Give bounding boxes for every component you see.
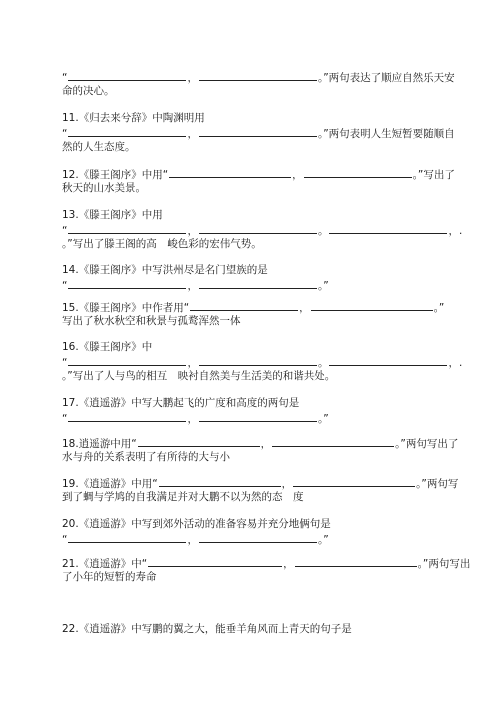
answer-blank[interactable] [169,167,291,178]
answer-blank[interactable] [68,70,186,81]
q11-question: 11.《归去来兮辞》中陶渊明用 [62,112,205,124]
answer-blank[interactable] [199,355,317,366]
quote-open: “ [62,72,68,84]
answer-blank[interactable] [199,126,317,137]
q19-line-2: 到了蜩与学鸠的自我满足并对大鹏不以为然的态 度 [62,491,304,503]
q16-question: 16.《滕王阁序》中 [62,341,153,353]
answer-blank[interactable] [148,556,282,567]
q17-line-2: “ ， 。” [62,413,329,425]
q12-question: 12.《滕王阁序》中用“ ， 。”写出了 [62,169,455,181]
q22-question: 22.《逍遥游》中写鹏的翼之大，能垂羊角风而上青天的句子是 [62,623,352,635]
q13-line-3: 。”写出了滕王阁的高 峻色彩的宏伟气势。 [62,238,262,250]
answer-blank[interactable] [68,223,186,234]
q13-line-2: “ ， 。 ，. [62,225,463,237]
answer-blank[interactable] [329,355,447,366]
answer-blank[interactable] [199,70,317,81]
answer-blank[interactable] [329,223,447,234]
answer-blank[interactable] [199,278,317,289]
q21-line-2: 了小年的短暂的寿命 [62,571,157,583]
answer-blank[interactable] [190,300,298,311]
answer-blank[interactable] [138,436,260,447]
q18-question: 18.逍遥游中用“ ， 。”两句写出了 [62,438,459,450]
q20-question: 20.《逍遥游》中写到郊外活动的准备容易并充分地俩句是 [62,518,331,530]
answer-blank[interactable] [293,476,415,487]
answer-blank[interactable] [295,556,417,567]
q18-line-2: 水与舟的关系表明了有所待的大与小 [62,451,230,463]
q17-question: 17.《逍遥游》中写大鹏起飞的广度和高度的两句是 [62,397,300,409]
answer-blank[interactable] [68,355,186,366]
q-prev-line-2: 命的决心。 [62,85,115,97]
answer-blank[interactable] [199,532,317,543]
answer-blank[interactable] [311,300,433,311]
q11-line-3: 然的人生态度。 [62,141,136,153]
q21-question: 21.《逍遥游》中“ ， 。”两句写出 [62,558,471,570]
answer-blank[interactable] [304,167,412,178]
answer-blank[interactable] [159,476,281,487]
q15-line-2: 写出了秋水秋空和秋景与孤鹜浑然一体 [62,315,241,327]
q15-question: 15.《滕王阁序》中作者用“ ， 。” [62,302,445,314]
answer-blank[interactable] [68,126,186,137]
q11-line-2: “ ， 。”两句表明人生短暂要随顺自 [62,128,455,140]
q-prev-line-1: “ ， 。”两句表达了顺应自然乐天安 [62,72,455,84]
answer-blank[interactable] [199,411,317,422]
answer-blank[interactable] [68,278,186,289]
q19-question: 19.《逍遥游》中用“ ， 。”两句写 [62,478,459,490]
answer-blank[interactable] [68,532,186,543]
answer-blank[interactable] [272,436,394,447]
q13-question: 13.《滕王阁序》中用 [62,209,163,221]
q14-question: 14.《滕王阁序》中写洪州尽是名门望族的是 [62,264,268,276]
q16-line-2: “ ， 。 ，. [62,357,463,369]
q20-line-2: “ ， 。” [62,534,329,546]
q16-line-3: 。”写出了人与鸟的相互 映衬自然美与生活美的和谐共处。 [62,370,336,382]
answer-blank[interactable] [199,223,317,234]
q12-line-2: 秋天的山水美景。 [62,182,146,194]
answer-blank[interactable] [68,411,186,422]
q14-line-2: “ ， 。” [62,280,329,292]
